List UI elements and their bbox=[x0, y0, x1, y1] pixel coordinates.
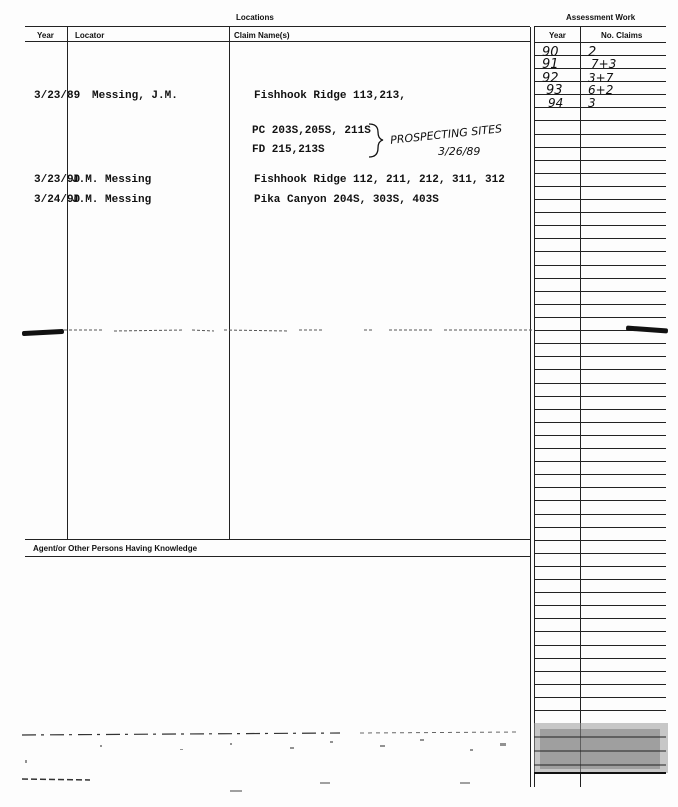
aw-claims: 3+7 bbox=[588, 71, 614, 85]
assessment-row-rule bbox=[534, 383, 666, 384]
assessment-row-rule bbox=[534, 343, 666, 344]
year-column-header: Year bbox=[37, 31, 54, 40]
entry-claims: Fishhook Ridge 112, 211, 212, 311, 312 bbox=[254, 174, 505, 186]
assessment-row-rule bbox=[534, 396, 666, 397]
assessment-row-rule bbox=[534, 527, 666, 528]
locator-claims-divider bbox=[229, 27, 230, 539]
assessment-row-rule bbox=[534, 579, 666, 580]
entry-locator: Messing, J.M. bbox=[92, 90, 178, 102]
assessment-row-rule bbox=[534, 160, 666, 161]
assessment-row-rule bbox=[534, 435, 666, 436]
entry-claims: FD 215,213S bbox=[252, 144, 325, 156]
assessment-row-rule bbox=[534, 474, 666, 475]
assessment-row-rule bbox=[534, 671, 666, 672]
assessment-header-rule bbox=[534, 42, 666, 43]
assessment-row-rule bbox=[534, 278, 666, 279]
aw-year: 93 bbox=[546, 83, 563, 98]
aw-year: 91 bbox=[542, 57, 559, 72]
assessment-row-rule bbox=[534, 618, 666, 619]
entry-year: 3/23/90 bbox=[34, 174, 81, 186]
aw-claims: 7+3 bbox=[591, 57, 617, 71]
annotation-date: 3/26/89 bbox=[438, 145, 481, 158]
assessment-row-rule bbox=[534, 684, 666, 685]
aw-claims: 6+2 bbox=[588, 83, 614, 97]
claims-assessment-divider bbox=[530, 27, 531, 787]
assessment-row-rule bbox=[534, 134, 666, 135]
entry-locator: J.M. Messing bbox=[72, 194, 152, 206]
assessment-row-rule bbox=[534, 317, 666, 318]
header-top-rule bbox=[25, 26, 530, 27]
assessment-row-rule bbox=[534, 304, 666, 305]
paper-edge-mark bbox=[626, 326, 668, 334]
assessment-year-header: Year bbox=[549, 31, 566, 40]
assessment-row-rule bbox=[534, 514, 666, 515]
aw-claims: 2 bbox=[588, 45, 597, 60]
no-claims-header: No. Claims bbox=[601, 31, 643, 40]
assessment-row-rule bbox=[534, 540, 666, 541]
entry-claims: Pika Canyon 204S, 303S, 403S bbox=[254, 194, 439, 206]
assessment-row-rule bbox=[534, 147, 666, 148]
year-locator-divider bbox=[67, 27, 68, 539]
assessment-row-rule bbox=[534, 605, 666, 606]
header-bottom-rule bbox=[25, 41, 530, 42]
assessment-row-rule bbox=[534, 199, 666, 200]
entry-year: 3/24/90 bbox=[34, 194, 81, 206]
assessment-row-rule bbox=[534, 120, 666, 121]
assessment-row-rule bbox=[534, 631, 666, 632]
scan-noise bbox=[0, 715, 678, 807]
aw-year: 92 bbox=[542, 71, 559, 86]
entry-claims: Fishhook Ridge 113,213, bbox=[254, 90, 406, 102]
assessment-row-rule bbox=[534, 356, 666, 357]
assessment-row-rule bbox=[534, 566, 666, 567]
assessment-row-rule bbox=[534, 448, 666, 449]
assessment-row-rule bbox=[534, 291, 666, 292]
assessment-row-rule bbox=[534, 238, 666, 239]
assessment-work-header: Assessment Work bbox=[566, 13, 636, 22]
locations-header: Locations bbox=[236, 13, 274, 22]
assessment-row-rule bbox=[534, 186, 666, 187]
agent-label-rule bbox=[25, 556, 530, 557]
agent-label: Agent/or Other Persons Having Knowledge bbox=[33, 544, 198, 553]
assessment-row-rule bbox=[534, 500, 666, 501]
assessment-row-rule bbox=[534, 409, 666, 410]
assessment-row-rule bbox=[534, 487, 666, 488]
aw-claims: 3 bbox=[588, 96, 596, 110]
entry-claims: PC 203S,205S, 211S bbox=[252, 125, 371, 137]
assessment-column-divider bbox=[580, 27, 581, 787]
assessment-top-rule bbox=[534, 26, 666, 27]
curly-brace-icon bbox=[366, 120, 386, 160]
entry-locator: J.M. Messing bbox=[72, 174, 152, 186]
assessment-row-rule bbox=[534, 710, 666, 711]
fold-line bbox=[64, 326, 534, 334]
assessment-row-rule bbox=[534, 212, 666, 213]
assessment-row-rule bbox=[534, 422, 666, 423]
assessment-left-border bbox=[534, 27, 535, 787]
assessment-row-rule bbox=[534, 173, 666, 174]
assessment-row-rule bbox=[534, 553, 666, 554]
paper-edge-mark bbox=[22, 329, 64, 336]
locator-column-header: Locator bbox=[75, 31, 105, 40]
assessment-row-rule bbox=[534, 658, 666, 659]
assessment-row-rule bbox=[534, 251, 666, 252]
assessment-row-rule bbox=[534, 461, 666, 462]
annotation-text: PROSPECTING SITES bbox=[389, 122, 503, 147]
assessment-row-rule bbox=[534, 225, 666, 226]
assessment-row-rule bbox=[534, 592, 666, 593]
assessment-row-rule bbox=[534, 645, 666, 646]
table-bottom-rule bbox=[25, 539, 530, 540]
assessment-row-rule bbox=[534, 369, 666, 370]
assessment-row-rule bbox=[534, 265, 666, 266]
assessment-row-rule bbox=[534, 697, 666, 698]
aw-year: 94 bbox=[548, 96, 564, 110]
entry-year: 3/23/89 bbox=[34, 90, 81, 102]
claim-names-column-header: Claim Name(s) bbox=[234, 31, 290, 40]
aw-year: 90 bbox=[542, 45, 559, 60]
